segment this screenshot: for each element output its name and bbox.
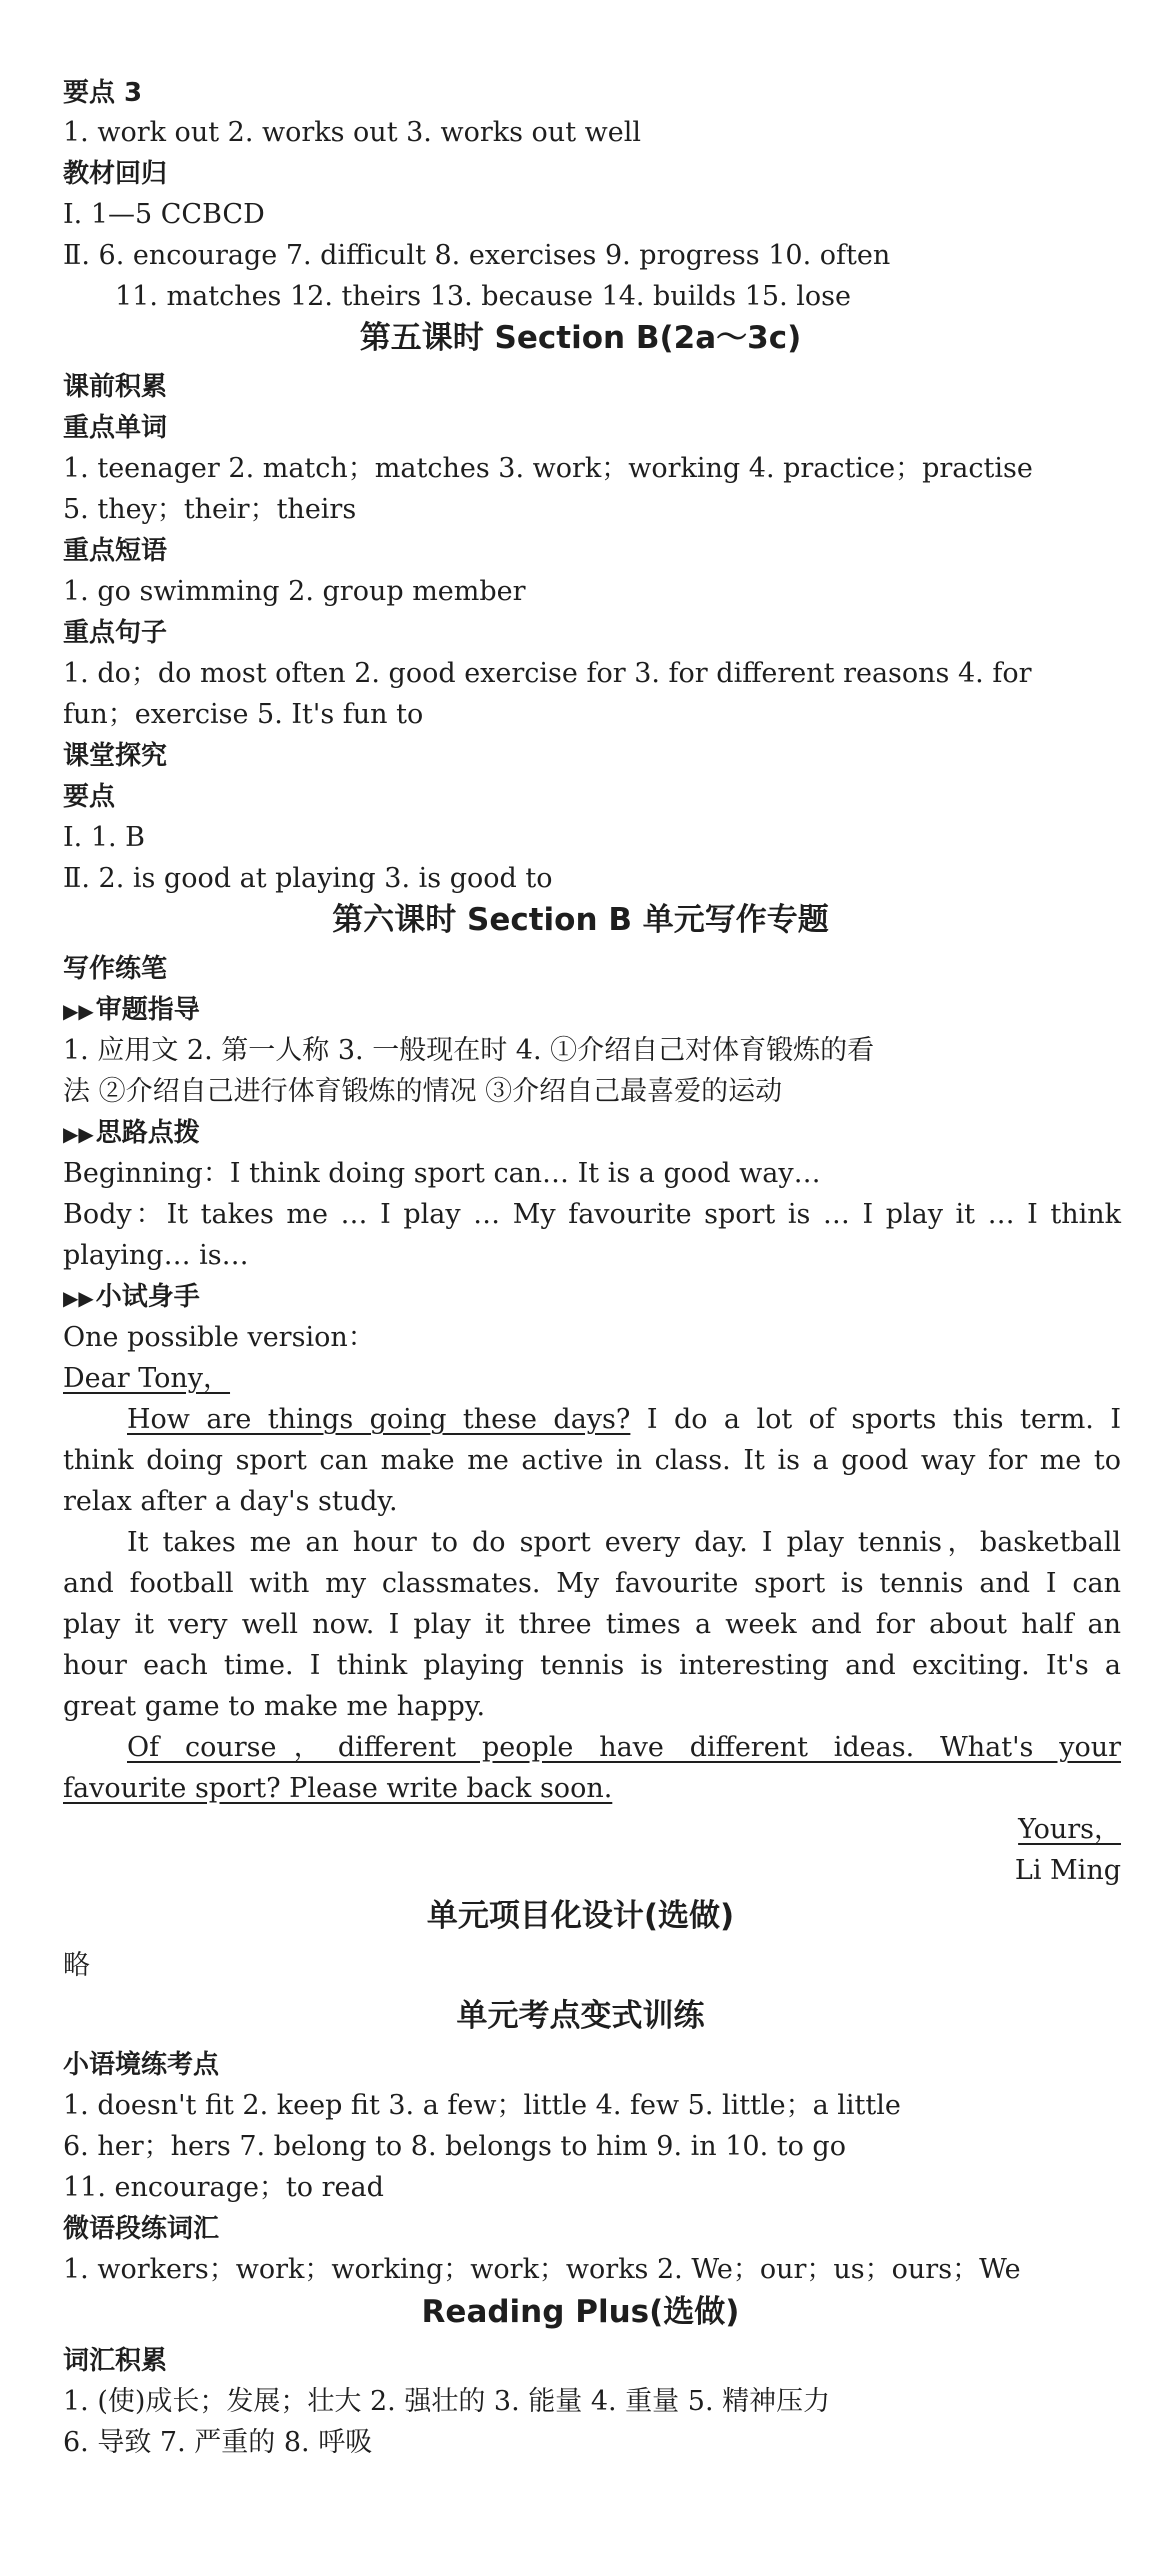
topic-guide-heading: ▶▶审题指导 xyxy=(63,995,200,1025)
training-title: 单元考点变式训练 xyxy=(456,1998,705,2034)
triangle-bullet-icon: ▶▶ xyxy=(63,1286,94,1310)
key-point-3-heading: 要点 3 xyxy=(63,78,143,108)
letter-line-1: How are things going these days? I do a lot of sports this term. I xyxy=(127,1404,1122,1435)
letter-closing: Yours， xyxy=(1018,1814,1121,1845)
textbook-review-heading: 教材回归 xyxy=(63,159,168,189)
project-body: 略 xyxy=(63,1950,90,1981)
points-heading: 要点 xyxy=(63,782,116,812)
mini-context-line-3: 11. encourage；to read xyxy=(63,2172,384,2203)
key-phrases-heading: 重点短语 xyxy=(63,536,168,566)
sample-version-label: One possible version： xyxy=(63,1322,375,1353)
key-words-line-2: 5. they；their；theirs xyxy=(63,494,357,525)
letter-line-8: great game to make me happy. xyxy=(63,1691,486,1722)
letter-line-10: favourite sport? Please write back soon. xyxy=(63,1773,613,1804)
key-sentences-line-2: fun；exercise 5. It's fun to xyxy=(63,699,424,730)
key-phrases-line: 1. go swimming 2. group member xyxy=(63,576,526,607)
class-explore-heading: 课堂探究 xyxy=(63,741,168,771)
letter-line-2: think doing sport can make me active in class. It is a good way for me to xyxy=(63,1445,1121,1476)
letter-line-9: Of course，different people have different ideas. What's your xyxy=(127,1732,1121,1763)
textbook-review-line-2: Ⅱ. 6. encourage 7. difficult 8. exercises 9. progress 10. often xyxy=(63,240,891,271)
ideas-beginning: Beginning：I think doing sport can… It is a good way… xyxy=(63,1158,821,1189)
vocab-build-line-1: 1. (使)成长；发展；壮大 2. 强壮的 3. 能量 4. 重量 5. 精神压力 xyxy=(63,2386,831,2417)
triangle-bullet-icon: ▶▶ xyxy=(63,1122,94,1146)
key-sentences-line-1: 1. do；do most often 2. good exercise for 3. for different reasons 4. for xyxy=(63,658,1032,689)
project-title: 单元项目化设计(选做) xyxy=(426,1898,735,1934)
topic-guide-line-1: 1. 应用文 2. 第一人称 3. 一般现在时 4. ①介绍自己对体育锻炼的看 xyxy=(63,1035,875,1066)
lesson-6-title: 第六课时 Section B 单元写作专题 xyxy=(332,902,829,938)
textbook-review-line-3: 11. matches 12. theirs 13. because 14. builds 15. lose xyxy=(115,281,851,312)
reading-plus-title: Reading Plus(选做) xyxy=(421,2294,740,2330)
try-it-heading: ▶▶小试身手 xyxy=(63,1282,200,1312)
key-point-3-answers: 1. work out 2. works out 3. works out well xyxy=(63,117,641,148)
points-line-2: Ⅱ. 2. is good at playing 3. is good to xyxy=(63,863,553,894)
ideas-body-line-1: Body：It takes me … I play … My favourite sport is … I play it … I think xyxy=(63,1199,1121,1230)
vocab-build-heading: 词汇积累 xyxy=(63,2346,168,2376)
ideas-heading: ▶▶思路点拨 xyxy=(63,1118,200,1148)
key-words-heading: 重点单词 xyxy=(63,413,168,443)
mini-context-line-1: 1. doesn't fit 2. keep fit 3. a few；little 4. few 5. little；a little xyxy=(63,2090,901,2121)
textbook-review-line-1: Ⅰ. 1—5 CCBCD xyxy=(63,199,265,230)
writing-practice-heading: 写作练笔 xyxy=(63,954,168,984)
vocab-build-line-2: 6. 导致 7. 严重的 8. 呼吸 xyxy=(63,2427,373,2458)
vocab-paragraph-heading: 微语段练词汇 xyxy=(63,2214,220,2244)
lesson-5-title: 第五课时 Section B(2a～3c) xyxy=(359,320,802,356)
vocab-paragraph-line: 1. workers；work；working；work；works 2. We；our；us；ours；We xyxy=(63,2254,1021,2285)
letter-line-3: relax after a day's study. xyxy=(63,1486,398,1517)
triangle-bullet-icon: ▶▶ xyxy=(63,999,94,1023)
letter-line-4: It takes me an hour to do sport every day. I play tennis，basketball xyxy=(127,1527,1121,1558)
ideas-body-line-2: playing… is… xyxy=(63,1240,249,1271)
letter-signature: Li Ming xyxy=(1014,1855,1121,1886)
mini-context-line-2: 6. her；hers 7. belong to 8. belongs to him 9. in 10. to go xyxy=(63,2131,846,2162)
mini-context-heading: 小语境练考点 xyxy=(63,2050,220,2080)
letter-line-5: and football with my classmates. My favourite sport is tennis and I can xyxy=(63,1568,1121,1599)
letter-line-7: hour each time. I think playing tennis is interesting and exciting. It's a xyxy=(63,1650,1121,1681)
points-line-1: Ⅰ. 1. B xyxy=(63,822,146,853)
key-words-line-1: 1. teenager 2. match；matches 3. work；working 4. practice；practise xyxy=(63,453,1033,484)
topic-guide-line-2: 法 ②介绍自己进行体育锻炼的情况 ③介绍自己最喜爱的运动 xyxy=(63,1076,783,1107)
pre-class-heading: 课前积累 xyxy=(63,372,168,402)
letter-greeting: Dear Tony， xyxy=(63,1363,231,1394)
key-sentences-heading: 重点句子 xyxy=(63,618,168,648)
letter-line-6: play it very well now. I play it three times a week and for about half an xyxy=(63,1609,1121,1640)
